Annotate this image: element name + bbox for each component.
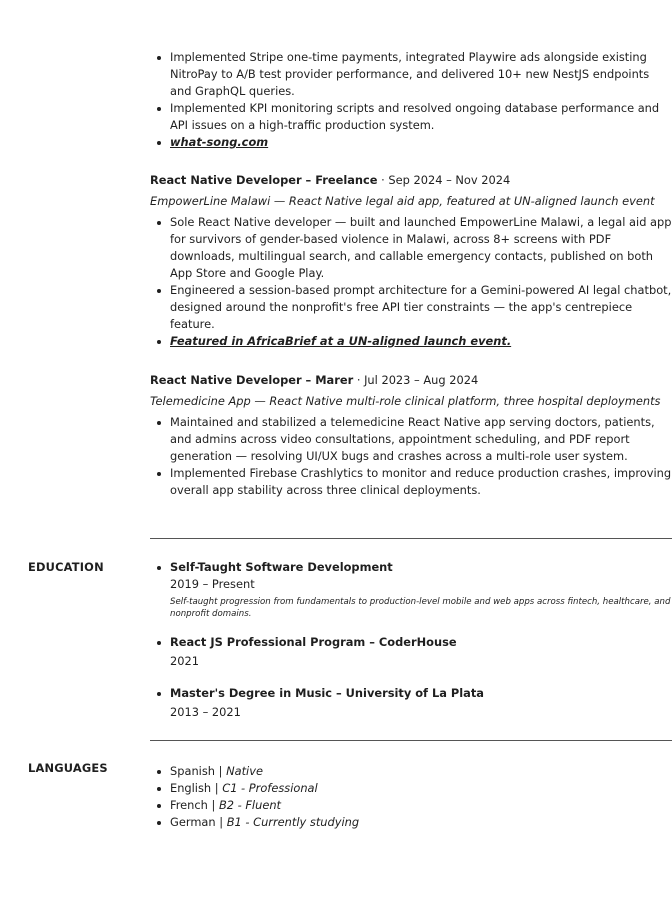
education-title: Self-Taught Software Development — [170, 560, 393, 574]
job-dates: Jul 2023 – Aug 2024 — [364, 373, 479, 387]
job-separator: · — [377, 173, 389, 187]
education-item — [150, 634, 672, 651]
job-header — [150, 372, 672, 389]
job-marer — [150, 372, 672, 499]
language-name: German — [170, 815, 216, 829]
education-dates: 2013 – 2021 — [170, 705, 241, 719]
language-sep: | — [211, 781, 223, 795]
language-level: B2 - Fluent — [218, 798, 282, 812]
language-sep: | — [215, 815, 227, 829]
education-dates: 2021 — [170, 654, 199, 668]
bullet-item: Implemented Firebase Crashlytics to monitor and reduce production crashes, improving overall app stability across three clinical deployments. — [150, 465, 672, 499]
language-item — [150, 780, 672, 797]
bullet-item-link — [150, 134, 672, 151]
education-item — [150, 685, 672, 702]
job-dates: Sep 2024 – Nov 2024 — [388, 173, 511, 187]
language-level: Native — [226, 764, 263, 778]
job-header — [150, 172, 672, 189]
education-note: Self-taught progression from fundamentals to production-level mobile and web apps across fintech, healthcare, and nonprofit domains. — [170, 597, 671, 619]
job-title: React Native Developer – Freelance — [150, 173, 378, 187]
what-song-link[interactable]: what-song.com — [170, 135, 269, 149]
bullet-item: Implemented Stripe one-time payments, integrated Playwire ads alongside existing NitroPay to A/B test provider performance, and delivered 10+ new NestJS endpoints and GraphQL queries. — [150, 49, 672, 100]
language-level: C1 - Professional — [222, 781, 318, 795]
education-title: React JS Professional Program – CoderHouse — [170, 635, 457, 649]
languages-label: LANGUAGES — [28, 761, 108, 775]
job-bullets — [150, 414, 672, 499]
education-label: EDUCATION — [28, 560, 104, 574]
language-item — [150, 763, 672, 780]
education-dates: 2019 – Present — [170, 577, 255, 591]
bullet-item: Maintained and stabilized a telemedicine React Native app serving doctors, patients, and admins across video consultations, appointment scheduling, and PDF report generation — resolving UI/UX bugs and crashes across a multi-role user system. — [150, 414, 672, 465]
language-sep: | — [214, 764, 227, 778]
bullet-item-link — [150, 333, 672, 350]
education-item — [150, 559, 672, 576]
job-separator: · — [353, 373, 365, 387]
languages-section — [150, 763, 672, 831]
language-item — [150, 814, 672, 831]
bullet-item: Implemented KPI monitoring scripts and resolved ongoing database performance and API issues on a high-traffic production system. — [150, 100, 672, 134]
section-divider — [150, 538, 672, 539]
job-subtitle: Telemedicine App — React Native multi-role clinical platform, three hospital deployments — [150, 394, 661, 408]
language-name: Spanish — [170, 764, 215, 778]
job-bullets — [150, 214, 672, 350]
experience-top-section — [150, 49, 672, 151]
languages-list — [150, 763, 672, 831]
language-name: French — [170, 798, 208, 812]
education-list — [150, 685, 672, 702]
job-subtitle: EmpowerLine Malawi — React Native legal aid app, featured at UN-aligned launch event — [150, 194, 655, 208]
language-sep: | — [207, 798, 219, 812]
experience-top-bullets — [150, 49, 672, 151]
language-name: English — [170, 781, 212, 795]
education-list — [150, 559, 672, 576]
bullet-item: Engineered a session-based prompt architecture for a Gemini-powered AI legal chatbot, designed around the nonprofit's free API tier constraints — the app's centrepiece feature. — [150, 282, 672, 333]
africabrief-link[interactable]: Featured in AfricaBrief at a UN-aligned launch event. — [170, 334, 512, 348]
education-section — [150, 559, 672, 721]
language-item — [150, 797, 672, 814]
job-title: React Native Developer – Marer — [150, 373, 354, 387]
education-title: Master's Degree in Music – University of La Plata — [170, 686, 484, 700]
section-divider — [150, 740, 672, 741]
job-freelance — [150, 172, 672, 350]
bullet-item: Sole React Native developer — built and launched EmpowerLine Malawi, a legal aid app for survivors of gender-based violence in Malawi, across 8+ screens with PDF downloads, multilingual search, and callable emergency contacts, published on both App Store and Google Play. — [150, 214, 672, 282]
education-list — [150, 634, 672, 651]
language-level: B1 - Currently studying — [226, 815, 360, 829]
